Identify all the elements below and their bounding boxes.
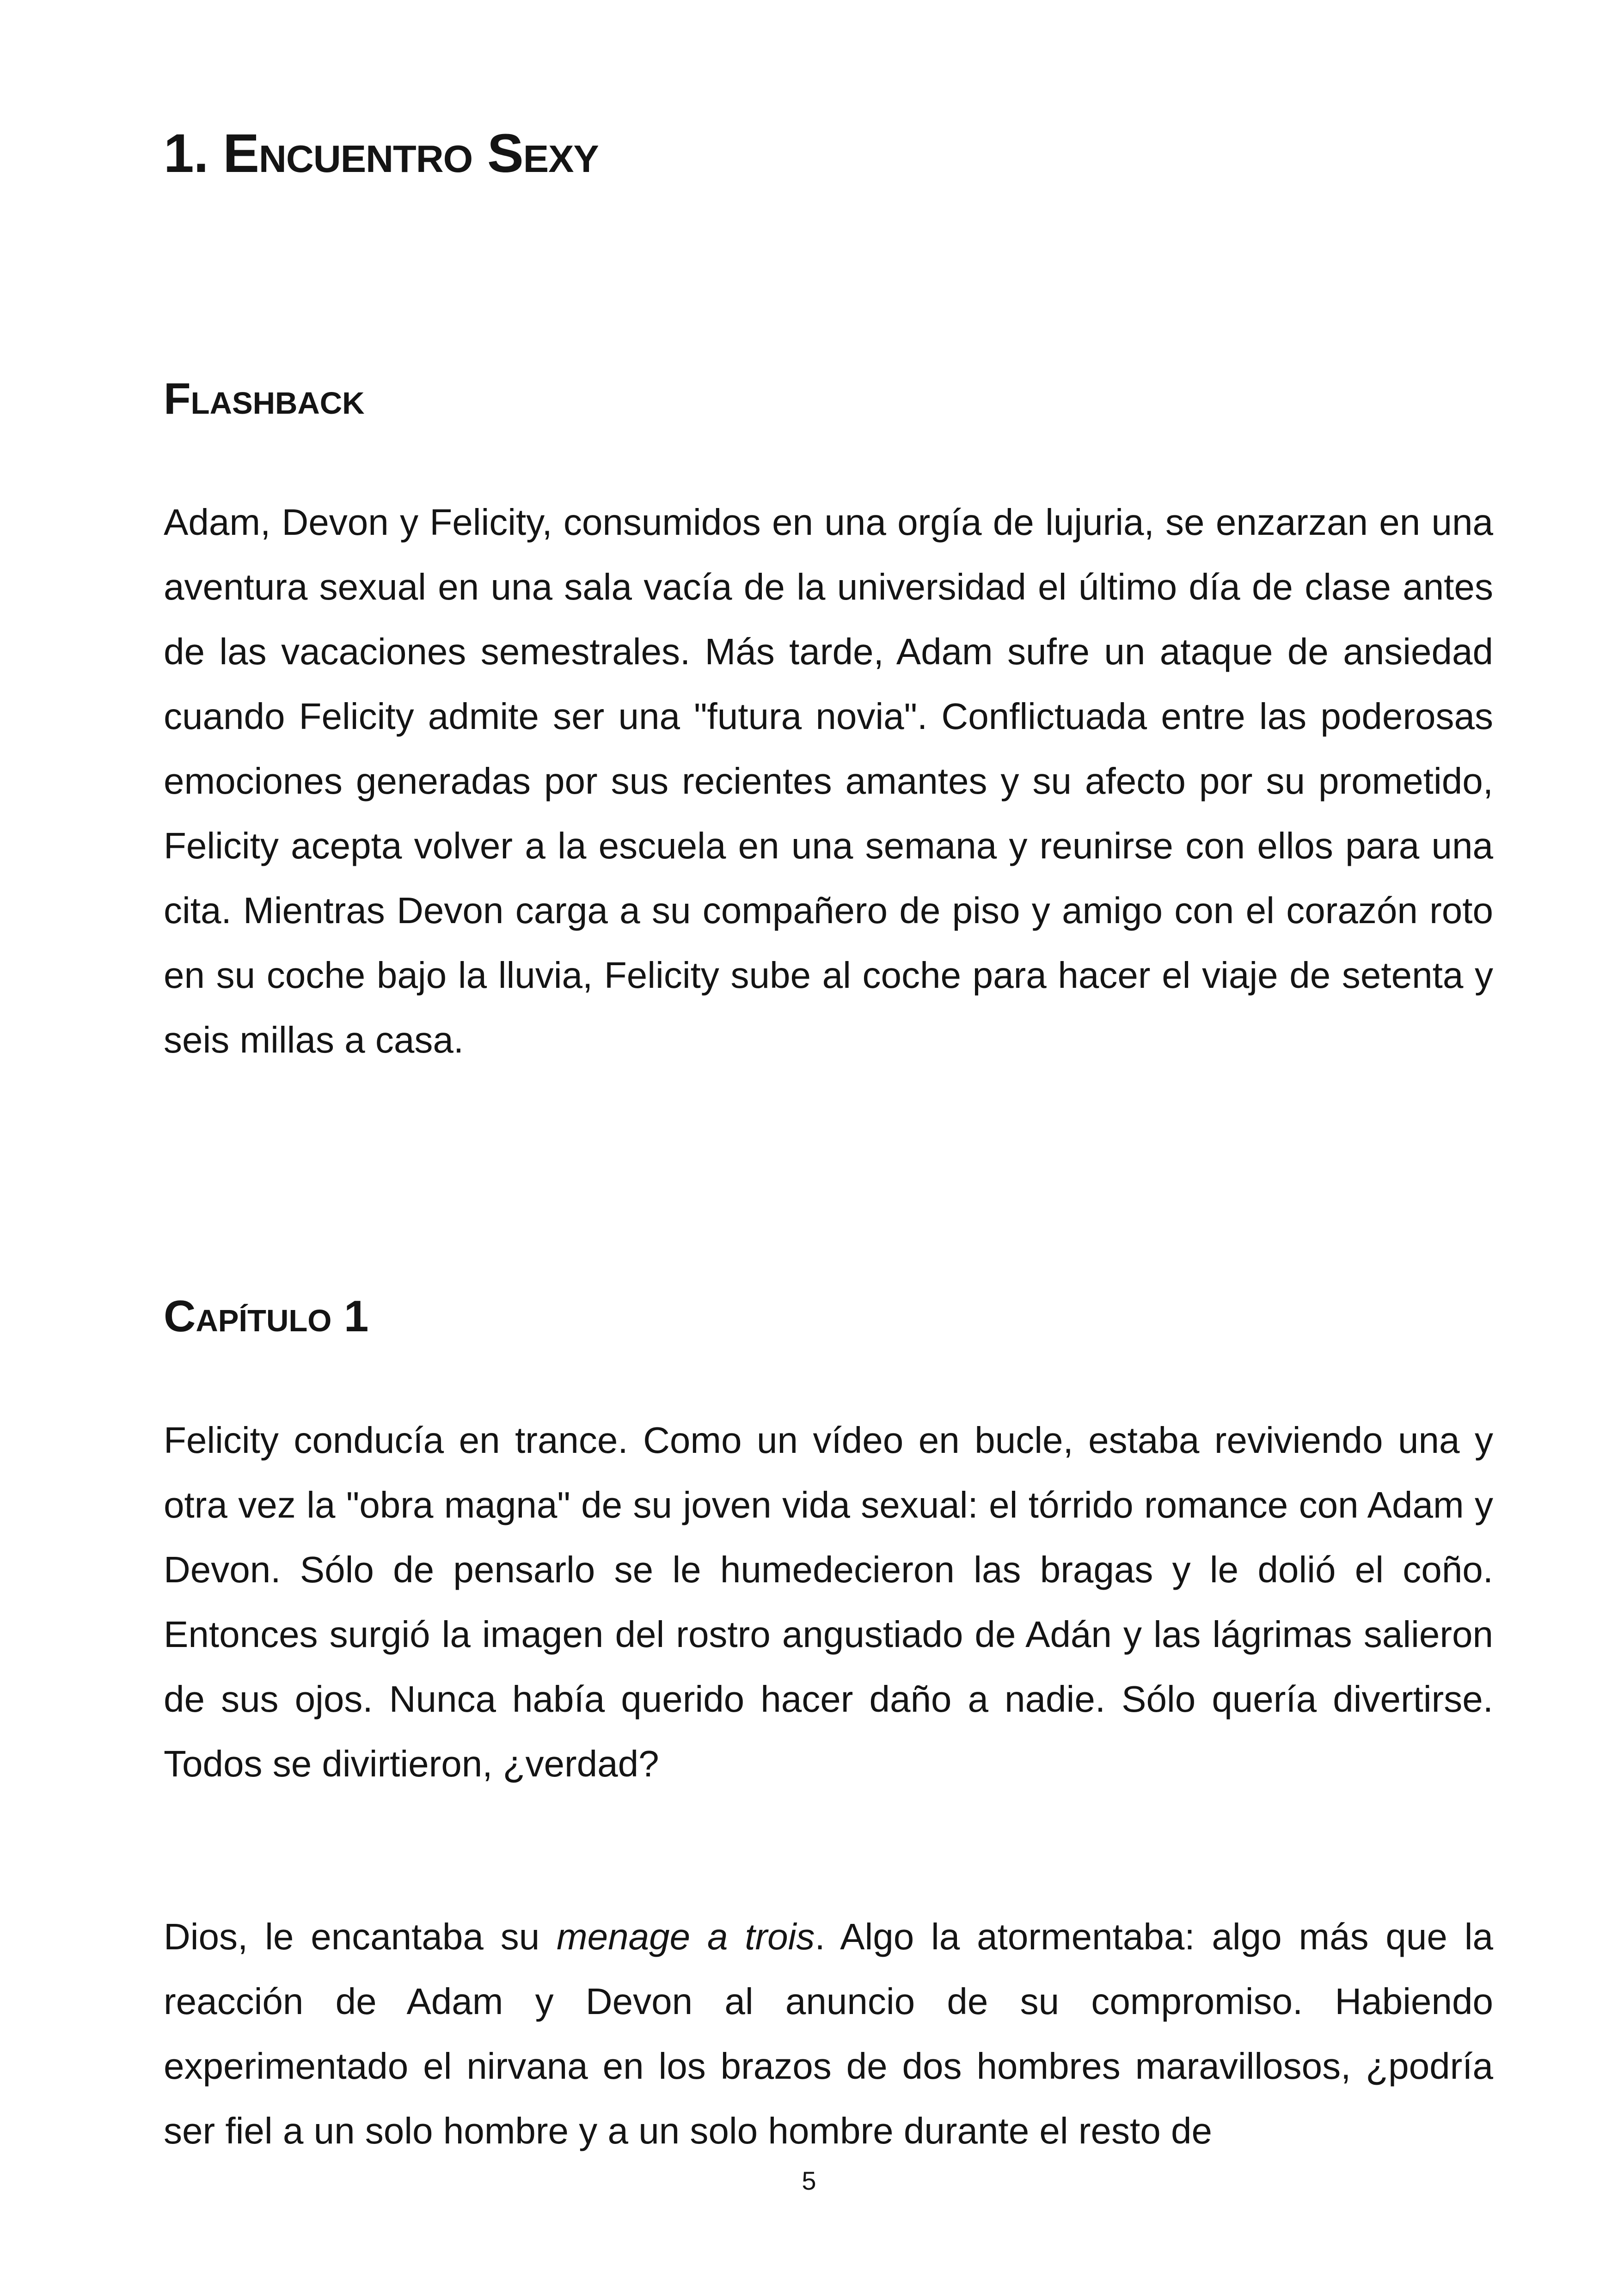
paragraph-text-before-italic: Dios, le encantaba su [164,1916,557,1957]
chapter-title: 1. Encuentro Sexy [164,123,599,184]
italic-phrase: menage a trois [557,1916,815,1957]
paragraph-text-after-italic: . Algo la atormentaba: algo más que la reacción de Adam y Devon al anuncio de su compromiso. Habiendo experimentado el nirvana en los brazos de dos hombres maravillosos, ¿podría ser fiel a un solo hombre y a un solo hombre durante el resto de [164,1916,1493,2151]
chapter-paragraph-2 [164,1904,1493,2163]
chapter-paragraph-1: Felicity conducía en trance. Como un vídeo en bucle, estaba reviviendo una y otra vez la "obra magna" de su joven vida sexual: el tórrido romance con Adam y Devon. Sólo de pensarlo se le humedecieron las bragas y le dolió el coño. Entonces surgió la imagen del rostro angustiado de Adán y las lágrimas salieron de sus ojos. Nunca había querido hacer daño a nadie. Sólo quería divertirse. Todos se divirtieron, ¿verdad? [164,1420,1493,1784]
section-heading-flashback: Flashback [164,374,365,423]
page-number: 5 [802,2166,816,2195]
section-heading-capitulo-1: Capítulo 1 [164,1292,369,1341]
flashback-paragraph: Adam, Devon y Felicity, consumidos en una orgía de lujuria, se enzarzan en una aventura sexual en una sala vacía de la universidad el último día de clase antes de las vacaciones semestrales. Más tarde, Adam sufre un ataque de ansiedad cuando Felicity admite ser una "futura novia". Conflictuada entre las poderosas emociones generadas por sus recientes amantes y su afecto por su prometido, Felicity acepta volver a la escuela en una semana y reunirse con ellos para una cita. Mientras Devon carga a su compañero de piso y amigo con el corazón roto en su coche bajo la lluvia, Felicity sube al coche para hacer el viaje de setenta y seis millas a casa. [164,502,1493,1060]
